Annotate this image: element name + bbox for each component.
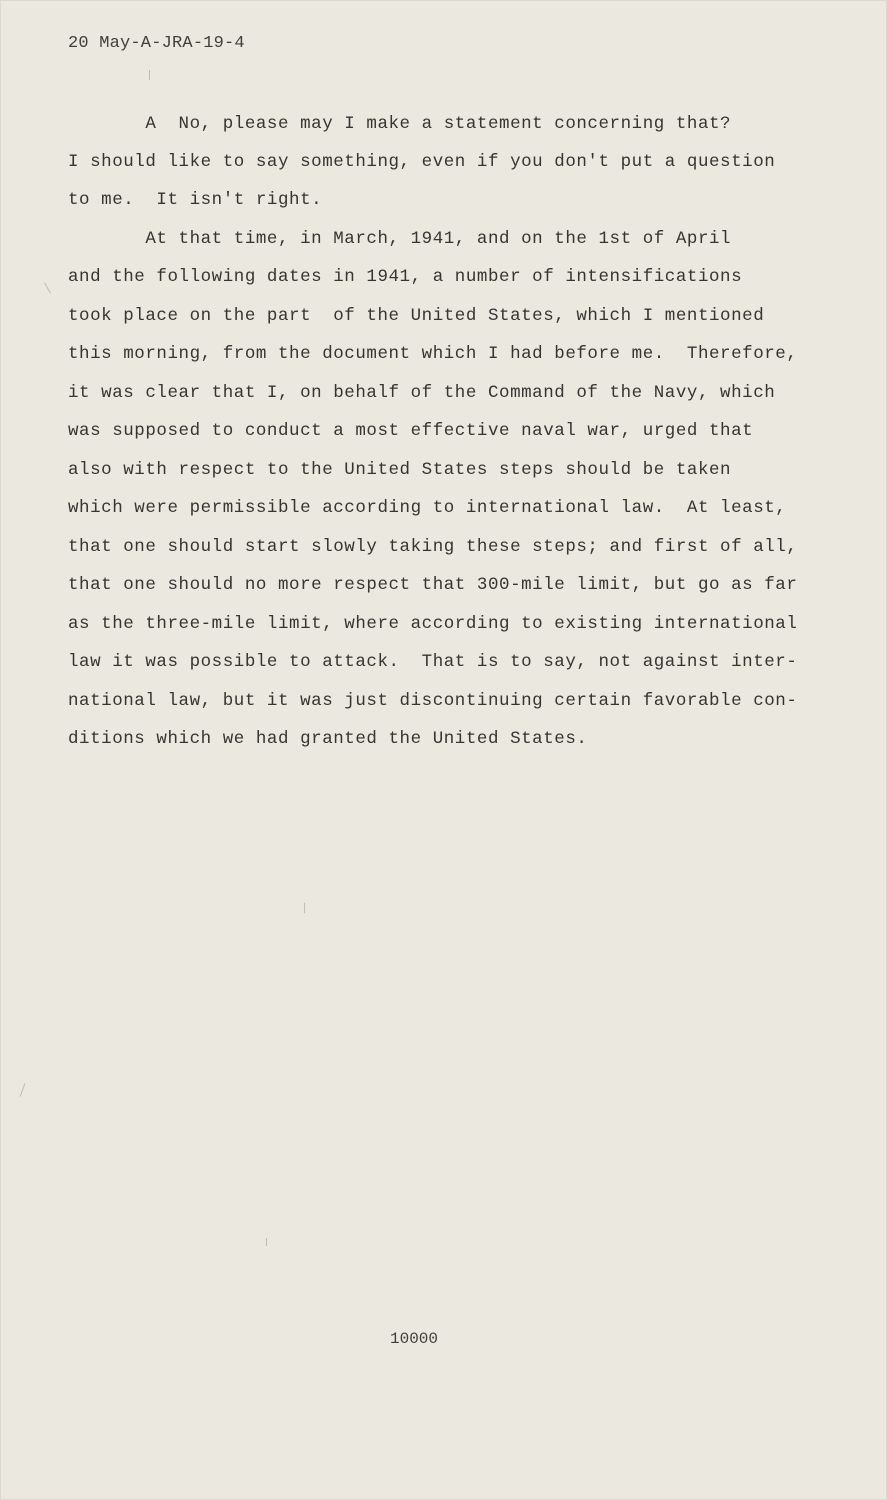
text-line: A No, please may I make a statement concerning that? bbox=[68, 114, 732, 134]
document-header: 20 May-A-JRA-19-4 bbox=[68, 34, 245, 53]
text-line: I should like to say something, even if you don't put a question bbox=[68, 152, 776, 172]
page-number: 10000 bbox=[390, 1330, 439, 1348]
paper-speck bbox=[149, 70, 150, 80]
text-line: ditions which we had granted the United States. bbox=[68, 729, 588, 749]
text-line: and the following dates in 1941, a number of intensifications bbox=[68, 267, 743, 287]
paper-speck bbox=[44, 283, 51, 294]
text-line: was supposed to conduct a most effective naval war, urged that bbox=[68, 421, 754, 441]
text-line: took place on the part of the United States, which I mentioned bbox=[68, 306, 765, 326]
paper-speck bbox=[20, 1083, 26, 1096]
text-line: law it was possible to attack. That is to say, not against inter- bbox=[68, 652, 798, 672]
text-line: also with respect to the United States steps should be taken bbox=[68, 460, 732, 480]
text-line: national law, but it was just discontinuing certain favorable con- bbox=[68, 691, 798, 711]
text-line: as the three-mile limit, where according to existing international bbox=[68, 614, 798, 634]
text-line: it was clear that I, on behalf of the Command of the Navy, which bbox=[68, 383, 776, 403]
text-line: that one should start slowly taking these steps; and first of all, bbox=[68, 537, 798, 557]
text-line: which were permissible according to international law. At least, bbox=[68, 498, 787, 518]
paper-speck bbox=[266, 1238, 267, 1246]
text-line: At that time, in March, 1941, and on the 1st of April bbox=[68, 229, 732, 249]
paper-speck bbox=[304, 903, 305, 913]
text-line: that one should no more respect that 300-mile limit, but go as far bbox=[68, 575, 798, 595]
text-line: to me. It isn't right. bbox=[68, 190, 323, 210]
text-line: this morning, from the document which I had before me. Therefore, bbox=[68, 344, 798, 364]
